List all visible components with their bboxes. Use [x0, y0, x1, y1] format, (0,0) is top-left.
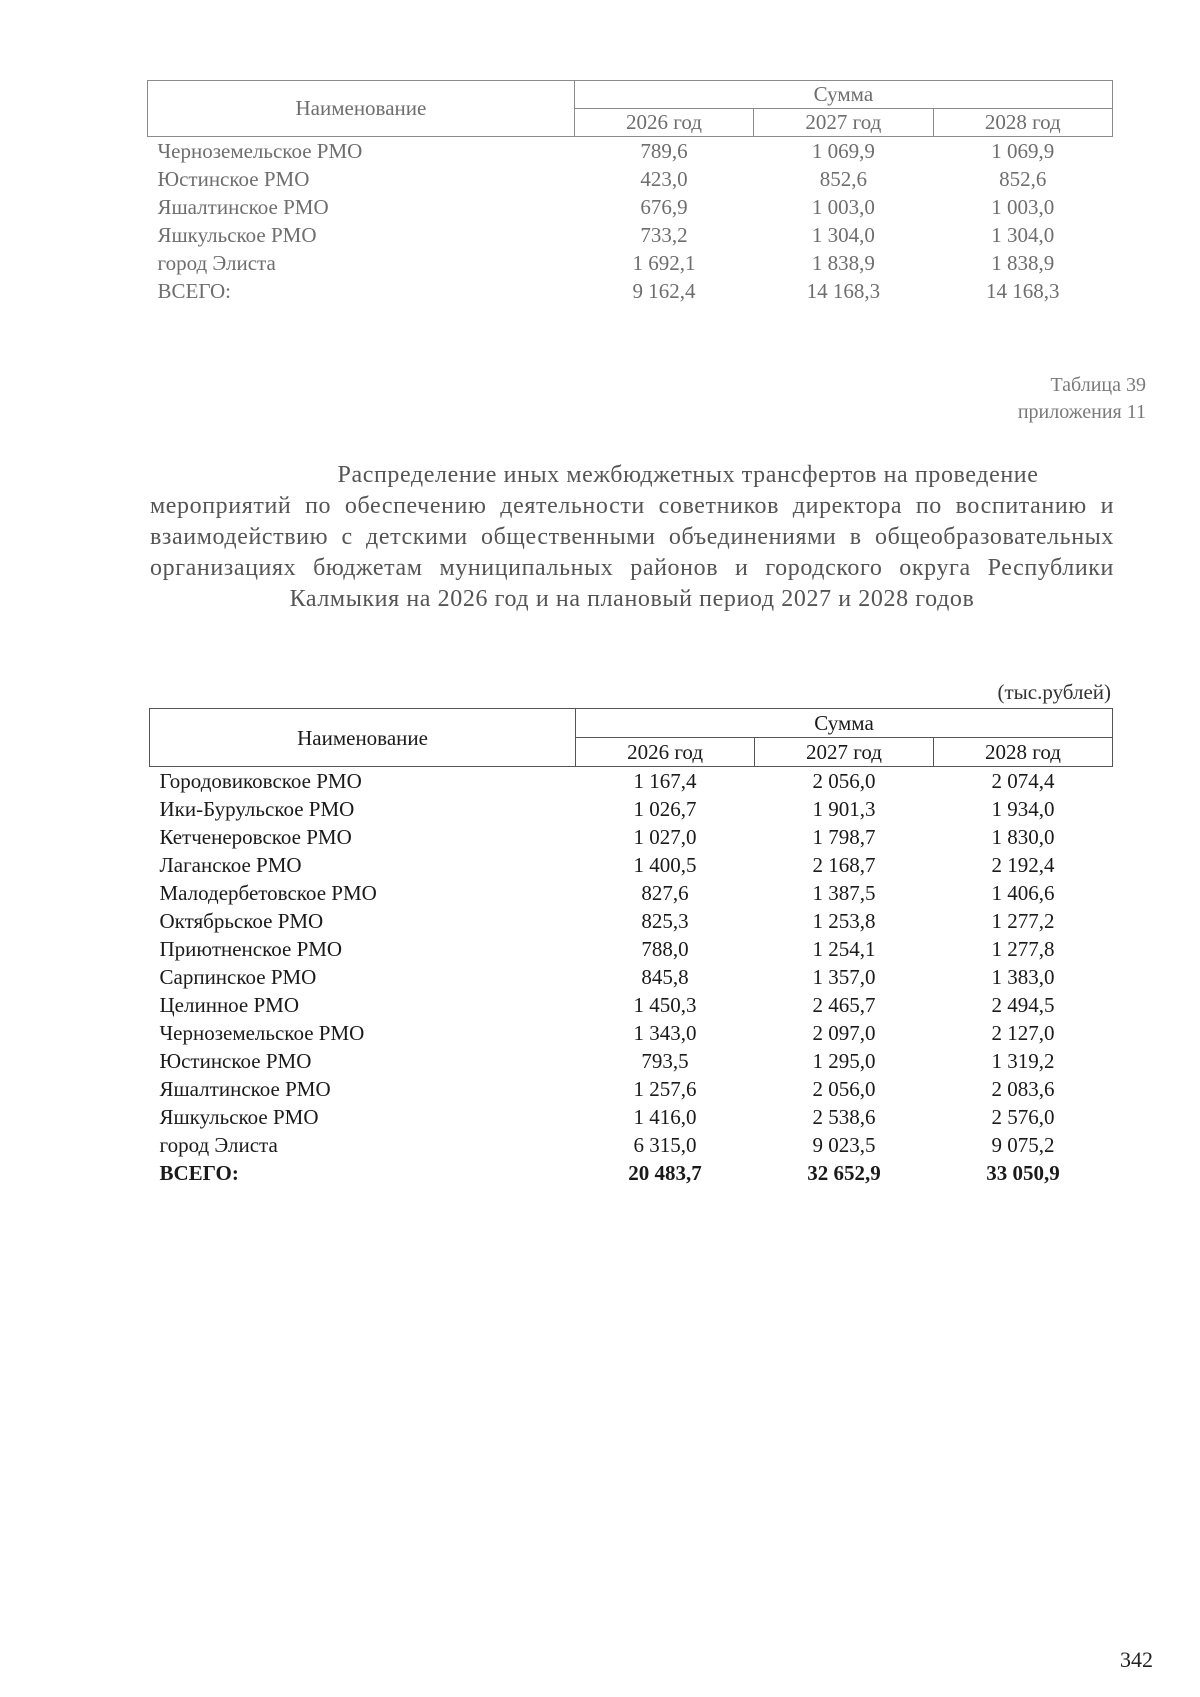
value-2027: 1 304,0 [811, 223, 875, 247]
column-header-year-2026: 2026 год [576, 738, 755, 767]
table-row [150, 879, 1113, 907]
table-row [150, 1019, 1113, 1047]
column-header-name: Наименование [150, 709, 576, 767]
value-2028: 1 319,2 [991, 1049, 1055, 1073]
title-line-6: 2027 и 2028 годов [781, 586, 975, 612]
row-name: город Элиста [159, 1133, 278, 1157]
row-name: Черноземельское РМО [157, 139, 363, 163]
value-2026: 1 450,3 [633, 993, 697, 1017]
value-2027: 2 056,0 [812, 769, 876, 793]
value-2028: 2 494,5 [991, 993, 1055, 1017]
table-row [150, 935, 1113, 963]
column-header-year-2028: 2028 год [934, 738, 1113, 767]
value-2026: 1 692,1 [632, 251, 696, 275]
value-2028: 1 406,6 [991, 881, 1055, 905]
row-name: Яшкульское РМО [159, 1105, 319, 1129]
title-line-5: городского округа Республики Калмыкия на 2026 год и на плановый период [289, 555, 1114, 612]
table-row [150, 1047, 1113, 1075]
value-2028: 1 934,0 [991, 797, 1055, 821]
table-title [150, 460, 1114, 615]
total-label: ВСЕГО: [157, 279, 231, 303]
value-2026: 1 027,0 [633, 825, 697, 849]
value-2028: 1 304,0 [991, 223, 1055, 247]
value-2026: 845,8 [641, 965, 689, 989]
value-2027: 2 097,0 [812, 1021, 876, 1045]
total-row [150, 1159, 1113, 1187]
value-2027: 852,6 [819, 167, 867, 191]
units-label: (тыс.рублей) [997, 680, 1111, 704]
page-number: 342 [1120, 1647, 1153, 1672]
table-row [148, 221, 1113, 249]
title-line-4: общеобразовательных организациях бюджетам муниципальных районов и [150, 524, 1114, 581]
column-header-sum: Сумма [576, 709, 1113, 738]
value-2027: 2 056,0 [812, 1077, 876, 1101]
value-2026: 1 026,7 [633, 797, 697, 821]
total-2028: 14 168,3 [986, 279, 1060, 303]
value-2026: 827,6 [641, 881, 689, 905]
value-2026: 423,0 [640, 167, 688, 191]
column-header-year-2027: 2027 год [754, 109, 933, 137]
table-reference [1018, 372, 1146, 426]
value-2026: 825,3 [641, 909, 689, 933]
value-2028: 2 576,0 [991, 1105, 1055, 1129]
table-row [150, 907, 1113, 935]
row-name: Малодербетовское РМО [159, 881, 377, 905]
value-2028: 852,6 [999, 167, 1047, 191]
row-name: Сарпинское РМО [159, 965, 317, 989]
value-2028: 1 383,0 [991, 965, 1055, 989]
value-2027: 1 798,7 [812, 825, 876, 849]
total-2026: 20 483,7 [628, 1161, 702, 1185]
column-header-sum: Сумма [574, 81, 1112, 109]
table-row [150, 851, 1113, 879]
title-line-3: воспитанию и взаимодействию с детскими общественными объединениями в [150, 493, 1115, 550]
row-name: Октябрьское РМО [159, 909, 324, 933]
table-number: Таблица 39 [1050, 374, 1146, 396]
column-header-year-2028: 2028 год [933, 109, 1112, 137]
table-row [148, 193, 1113, 221]
table-row [150, 991, 1113, 1019]
title-line-2: мероприятий по обеспечению деятельности советников директора по [150, 493, 942, 519]
table-row [150, 1131, 1113, 1159]
value-2027: 1 253,8 [812, 909, 876, 933]
value-2027: 2 168,7 [812, 853, 876, 877]
value-2027: 1 295,0 [812, 1049, 876, 1073]
value-2026: 1 400,5 [633, 853, 697, 877]
value-2027: 1 838,9 [811, 251, 875, 275]
column-header-year-2027: 2027 год [755, 738, 934, 767]
row-name: Кетченеровское РМО [159, 825, 352, 849]
total-row [148, 277, 1113, 305]
value-2027: 1 254,1 [812, 937, 876, 961]
value-2027: 1 901,3 [812, 797, 876, 821]
value-2028: 2 083,6 [991, 1077, 1055, 1101]
row-name: Яшкульское РМО [157, 223, 317, 247]
table-row [150, 767, 1113, 796]
row-name: Городовиковское РМО [159, 769, 362, 793]
previous-table-continuation [147, 80, 1113, 305]
value-2026: 788,0 [641, 937, 689, 961]
table-row [150, 1075, 1113, 1103]
table-row [148, 249, 1113, 277]
value-2028: 1 277,2 [991, 909, 1055, 933]
total-2027: 32 652,9 [807, 1161, 881, 1185]
value-2028: 2 192,4 [991, 853, 1055, 877]
value-2027: 9 023,5 [812, 1133, 876, 1157]
row-name: Лаганское РМО [159, 853, 302, 877]
total-2026: 9 162,4 [632, 279, 696, 303]
value-2027: 1 387,5 [812, 881, 876, 905]
total-2027: 14 168,3 [806, 279, 881, 303]
value-2028: 2 074,4 [991, 769, 1055, 793]
column-header-year-2026: 2026 год [574, 109, 753, 137]
row-name: Ики-Бурульское РМО [159, 797, 355, 821]
row-name: Яшалтинское РМО [157, 195, 329, 219]
row-name: Юстинское РМО [157, 167, 310, 191]
value-2026: 1 257,6 [633, 1077, 697, 1101]
value-2026: 793,5 [641, 1049, 689, 1073]
value-2027: 1 069,9 [811, 139, 875, 163]
row-name: Юстинское РМО [159, 1049, 312, 1073]
value-2026: 1 167,4 [633, 769, 697, 793]
value-2026: 676,9 [640, 195, 688, 219]
distribution-table [149, 708, 1113, 1187]
table-row [150, 963, 1113, 991]
row-name: Яшалтинское РМО [159, 1077, 331, 1101]
table-row [148, 165, 1113, 193]
value-2028: 1 838,9 [991, 251, 1055, 275]
table-row [150, 823, 1113, 851]
value-2026: 1 343,0 [633, 1021, 697, 1045]
value-2026: 789,6 [640, 139, 688, 163]
value-2028: 1 069,9 [991, 139, 1055, 163]
column-header-name: Наименование [148, 81, 575, 137]
value-2028: 1 277,8 [991, 937, 1055, 961]
appendix-reference: приложения 11 [1017, 401, 1146, 423]
value-2027: 2 538,6 [812, 1105, 876, 1129]
value-2026: 6 315,0 [633, 1133, 697, 1157]
total-label: ВСЕГО: [159, 1161, 239, 1185]
table-row [150, 1103, 1113, 1131]
row-name: Приютненское РМО [159, 937, 343, 961]
value-2028: 9 075,2 [991, 1133, 1055, 1157]
value-2026: 1 416,0 [633, 1105, 697, 1129]
value-2027: 1 357,0 [812, 965, 876, 989]
table-row [150, 795, 1113, 823]
table-row [148, 137, 1113, 166]
value-2028: 1 003,0 [991, 195, 1055, 219]
value-2026: 733,2 [640, 223, 688, 247]
value-2028: 1 830,0 [991, 825, 1055, 849]
row-name: Целинное РМО [159, 993, 300, 1017]
total-2028: 33 050,9 [986, 1161, 1060, 1185]
row-name: Черноземельское РМО [159, 1021, 365, 1045]
row-name: город Элиста [157, 251, 276, 275]
value-2028: 2 127,0 [991, 1021, 1055, 1045]
value-2027: 2 465,7 [812, 993, 876, 1017]
value-2027: 1 003,0 [811, 195, 875, 219]
title-line-1: Распределение иных межбюджетных трансфертов на проведение [337, 462, 1039, 488]
